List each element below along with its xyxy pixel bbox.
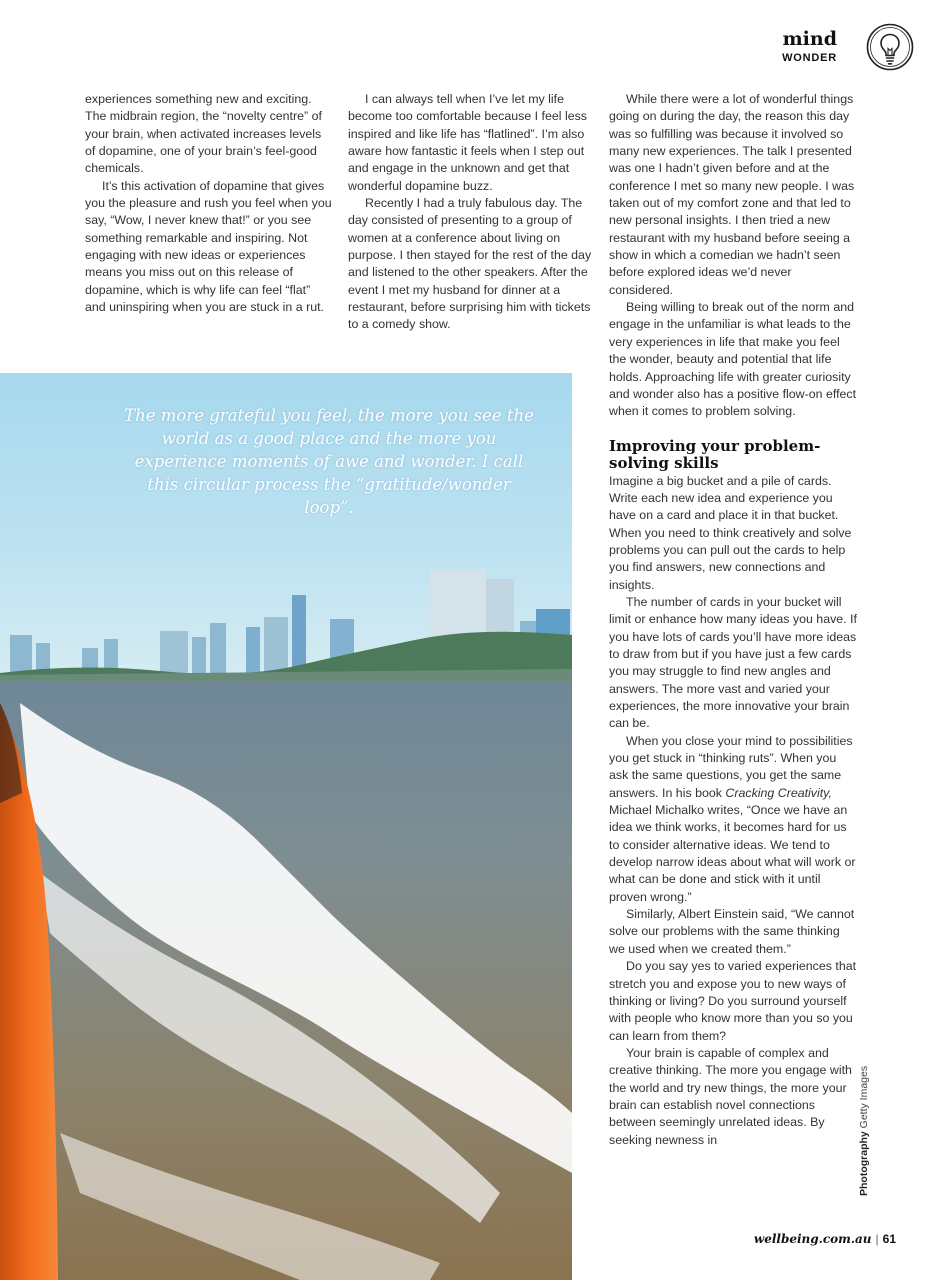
paragraph: I can always tell when I’ve let my life become too comfortable because I feel less inspired and like life has “flatlined”. I’m also aware how fantastic it feels when I step out and engage in the unknown and get that wonderful dopamine buzz. xyxy=(348,92,587,193)
page-number: 61 xyxy=(882,1232,896,1246)
paragraph: experiences something new and exciting. The midbrain region, the “novelty centre” of your brain, when activated increases levels of dopamine, one of your brain’s feel-good chemicals. xyxy=(85,92,322,176)
footer-separator: | xyxy=(875,1232,879,1246)
site-url: wellbeing.com.au xyxy=(753,1232,872,1246)
paragraph: The number of cards in your bucket will limit or enhance how many ideas you have. If you have lots of cards you’ll have more ideas to draw from but if you have just a few cards you may struggle to find new angles and answers. The more vast and varied your experiences, the more innovative your brain can be. xyxy=(609,594,857,731)
pull-quote: The more grateful you feel, the more you see the world as a good place and the more you experience moments of awe and wonder. I call this circular process the “gratitude/wonder loop”. xyxy=(124,406,534,517)
paragraph: Imagine a big bucket and a pile of cards. Write each new idea and experience you have on a card and place it in that bucket. When you need to think creatively and solve problems you can pull out the cards to help you find answers, new connections and insights. xyxy=(609,473,852,592)
paragraph-text: Michael Michalko writes, “Once we have an idea we think works, it becomes hard for us to consider alternative ideas. We tend to develop narrow ideas about what will work or what can be done and stick with it until proven wrong.” xyxy=(609,803,856,904)
paragraph: While there were a lot of wonderful things going on during the day, the reason this day was so fulfilling was because it involved so many new experiences. The talk I presented was one I hadn’t given before and at the conference I met so many new people. I was taken out of my comfort zone and that led to new personal insights. I then tried a new restaurant with my husband before seeing a show in which a comedian we hadn’t seen before explored ideas we’d never considered. xyxy=(609,92,855,297)
section-title: mind xyxy=(782,28,837,50)
paragraph-text: When you close your mind to possibilities you get stuck in “thinking ruts”. When you ask the same questions, you get the same answers. In his book xyxy=(609,733,853,800)
column-1 xyxy=(85,91,333,316)
credit-source: Getty Images xyxy=(858,1065,870,1129)
paragraph: Recently I had a truly fabulous day. The day consisted of presenting to a group of women at a conference about living on purpose. I then stayed for the rest of the day and listened to the other speakers. After the event I met my husband for dinner at a restaurant, before surprising him with tickets to a comedy show. xyxy=(348,196,592,332)
paragraph: Your brain is capable of complex and creative thinking. The more you engage with the world and try new things, the more your brain can establish novel connections between seemingly unrelated ideas. By seeking newness in xyxy=(609,1045,852,1147)
paragraph: Being willing to break out of the norm and engage in the unfamiliar is what leads to the very experiences in life that make you feel the wonder, beauty and potential that life holds. Approaching life with greater curiosity and wonder also has a positive flow-on effect when it comes to problem solving. xyxy=(609,300,857,419)
column-2 xyxy=(348,91,593,334)
section-subtitle: WONDER xyxy=(782,52,837,64)
section-header xyxy=(782,28,837,65)
book-title: Cracking Creativity, xyxy=(725,785,832,800)
subheading: Improving your problem-solving skills xyxy=(609,436,821,472)
paragraph: It’s this activation of dopamine that gives you the pleasure and rush you feel when you say, “Wow, I never knew that!” or you see something remarkable and inspiring. Not engaging with new ideas or experiences means you miss out on this release of dopamine, which is why life can feel “flat” and uninspiring when you are stuck in a rut. xyxy=(85,178,332,315)
photo-credit xyxy=(858,1066,870,1196)
paragraph xyxy=(609,733,857,906)
page-footer xyxy=(754,1232,896,1246)
credit-label: Photography xyxy=(858,1131,870,1196)
paragraph: Similarly, Albert Einstein said, “We cannot solve our problems with the same thinking we used when we created them.” xyxy=(609,907,855,956)
paragraph: Do you say yes to varied experiences that stretch you and expose you to new ways of thinking or living? Do you surround yourself with people who know more than you so you can learn from them? xyxy=(609,959,857,1043)
column-3 xyxy=(609,91,857,1149)
lightbulb-icon xyxy=(866,23,914,71)
